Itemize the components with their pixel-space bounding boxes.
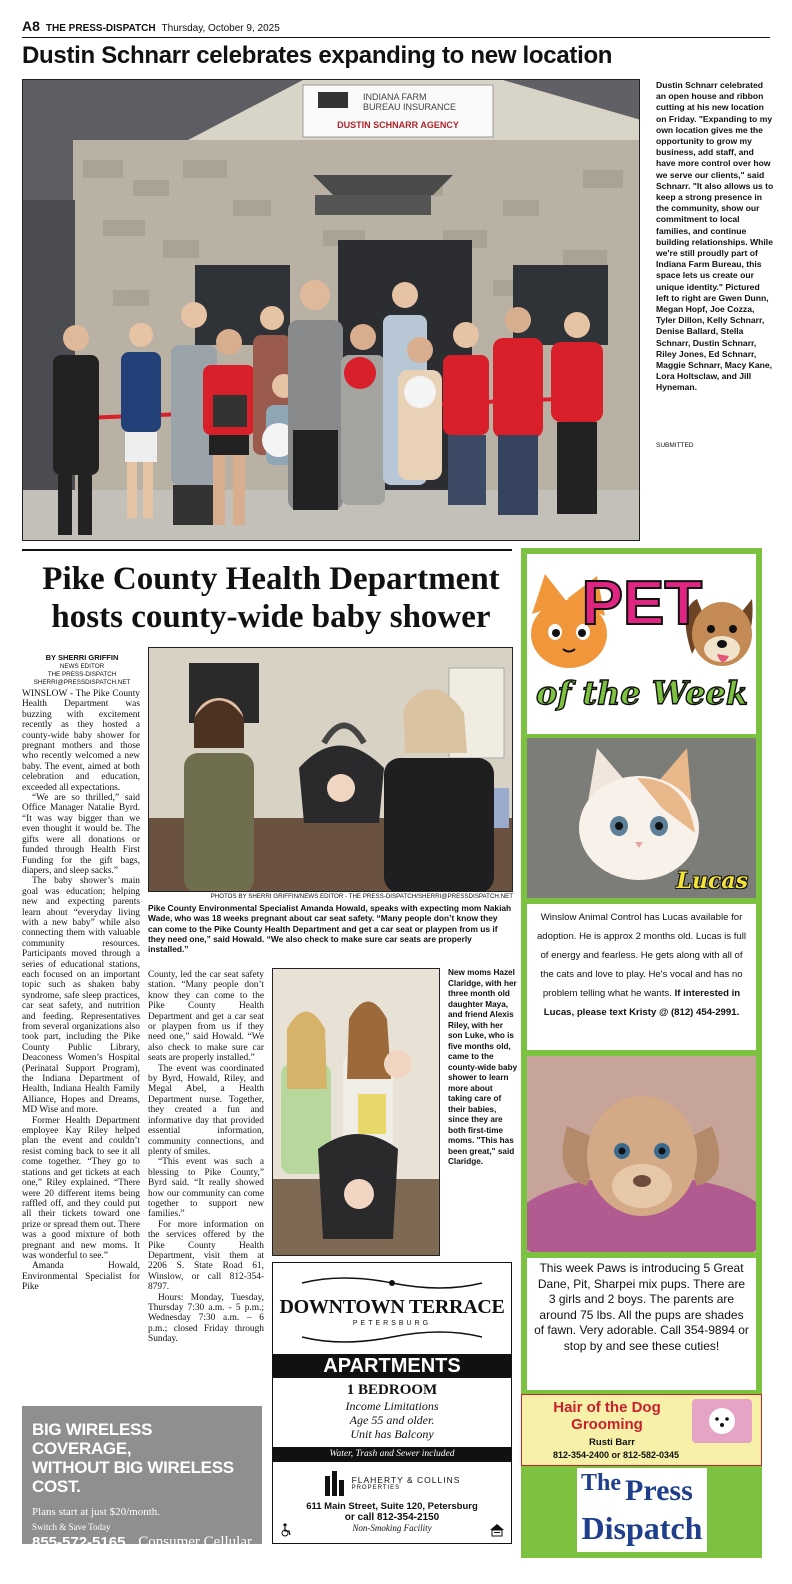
- new-moms-illustration: [273, 969, 440, 1256]
- terrace-ornament-bottom: [273, 1331, 511, 1350]
- equal-housing-icon: [489, 1523, 505, 1537]
- paragraph: The event was coordinated by Byrd, Howald, Riley, and Megal Abel, a Health Department nurse. Together, they created a fun and informative day that provided essential information, community connections, and plenty of smiles.: [148, 1063, 264, 1157]
- dog-description: This week Paws is introducing 5 Great Dane, Pit, Sharpei mix pups. There are 3 girls and 2 boys. The parents are around 75 lbs. All the pups are shades of fawn. Very adorable. Call 354-9894 or stop by and see these cuties!: [527, 1258, 756, 1390]
- car-seat-illustration: [149, 648, 513, 892]
- grooming-title-1: Hair of the Dog: [553, 1399, 661, 1416]
- new-moms-photo: [272, 968, 440, 1256]
- paragraph: Former Health Department employee Kay Riley helped plan the event and couldn’t resist coming back to see it all come together. “They go to stations and get tickets at each one,” Riley explained. “There were 20 different items being raffled off, and they could put all their tickets toward one prize or spread them out. There was a good mixture of both pregnant and new moms. It was wonderful to see.”: [22, 1115, 140, 1261]
- byline-title: NEWS EDITOR: [59, 663, 105, 670]
- masthead: [22, 18, 770, 38]
- sign-agency: DUSTIN SCHNARR AGENCY: [337, 120, 459, 130]
- terrace-utilities: Water, Trash and Sewer included: [273, 1447, 511, 1462]
- terrace-address: 611 Main Street, Suite 120, Petersburg: [306, 1501, 478, 1512]
- paragraph: County, led the car seat safety station. “Many people don’t know they can come to the Pike County Health Department and get a car seat or playpen from us if they need one,” said Howald. “We also check to make sure car seats are properly installed.”: [148, 970, 264, 1064]
- paragraph: Amanda Howald, Environmental Specialist for Pike: [22, 1261, 140, 1293]
- wireless-headline-2: WITHOUT BIG WIRELESS COST.: [32, 1458, 234, 1496]
- cat-description-box: [527, 904, 756, 1050]
- ribbon-cutting-illustration: [23, 80, 640, 541]
- terrace-ornament-top: [273, 1275, 511, 1296]
- logo-press: Press: [625, 1474, 693, 1507]
- page-number: A8: [22, 18, 40, 34]
- car-seat-photo: [148, 647, 513, 892]
- story1-caption: Dustin Schnarr celebrated an open house and ribbon cutting at his new location on Friday. "Expanding to my own location gives me the opportunity to grow my business, add staff, and have more control over how we serve our clients," said Schnarr. "It also allows us to keep a strong presence in the community, show our commitment to local families, and continue building relationships. While we're still proudly part of Indiana Farm Bureau, this space lets us create our unique identity." Pictured left to right are Gwen Dunn, Megan Hopf, Joe Cozza, Tyler Dillon, Kelly Schnarr, Denise Ballard, Stella Schnarr, Dustin Schnarr, Riley Jones, Ed Schnarr, Maggie Schnarr, Macy Kane, Lora Holtsclaw, and Jill Hyneman.: [656, 80, 774, 393]
- puppy-photo: [527, 1056, 756, 1252]
- paragraph: WINSLOW - The Pike County Health Department was buzzing with excitement recently as they hosted a county-wide baby shower for pregnant mothers and those who recently welcomed a new baby. The event, aimed at both celebration and education, exceeded all expectations.: [22, 689, 140, 793]
- terrace-call[interactable]: or call 812-354-2150: [344, 1512, 440, 1523]
- wireless-switch: Switch & Save Today: [32, 1522, 111, 1532]
- section-divider: [22, 549, 512, 551]
- article-column-1: [22, 689, 140, 1293]
- paragraph: Hours: Monday, Tuesday, Thursday 7:30 a.m. - 5 p.m.; Wednesday 7:30 a.m. – 6 p.m.; closed Friday through Sunday.: [148, 1292, 264, 1345]
- terrace-line3: Unit has Balcony: [350, 1427, 434, 1441]
- terrace-name: DOWNTOWN TERRACE: [279, 1296, 505, 1318]
- cat-contact[interactable]: If interested in Lucas, please text Kristy @ (812) 454-2991.: [543, 988, 741, 1018]
- pet-of-the-week: [521, 548, 762, 1558]
- wireless-phone[interactable]: 855-572-5165: [32, 1534, 126, 1551]
- terrace-nonsmoking: Non-Smoking Facility: [352, 1523, 432, 1533]
- paper-name: THE PRESS-DISPATCH: [45, 23, 156, 34]
- flourish-icon: [292, 1275, 492, 1291]
- pet-title-word: PET: [581, 569, 703, 638]
- sign-line2: BUREAU INSURANCE: [363, 102, 457, 112]
- story2-headline-line1: Pike County Health Department: [42, 561, 500, 597]
- accessibility-icon: [279, 1523, 293, 1537]
- flaherty-logo-icon: [324, 1470, 346, 1496]
- consumer-cellular-ad[interactable]: [22, 1406, 262, 1551]
- grooming-dog-icon: [692, 1399, 752, 1443]
- terrace-city: PETERSBURG: [352, 1320, 432, 1327]
- byline-paper: THE PRESS-DISPATCH: [47, 671, 117, 678]
- logo-the: The: [581, 1470, 622, 1496]
- byline: [22, 654, 142, 687]
- logo-dispatch: Dispatch: [581, 1510, 703, 1546]
- article-column-2: [148, 970, 264, 1345]
- pet-header-art: [527, 554, 756, 734]
- flaherty-name: FLAHERTY & COLLINS: [351, 1475, 461, 1485]
- flaherty-sub: PROPERTIES: [351, 1485, 401, 1491]
- story2-headline-line2: hosts county-wide baby shower: [51, 599, 491, 635]
- press-dispatch-logo: [577, 1468, 707, 1552]
- downtown-terrace-ad[interactable]: [272, 1262, 512, 1544]
- story1-headline: Dustin Schnarr celebrates expanding to new location: [22, 42, 613, 69]
- flourish-icon: [292, 1331, 492, 1345]
- new-moms-caption: New moms Hazel Claridge, with her three month old daughter Maya, and friend Alexis Riley, with her son Luke, who is five months old, came to the county-wide baby shower to learn more about taking care of their babies, since they are both first-time moms. "This has been great," said Claridge.: [448, 968, 518, 1166]
- paragraph: The baby shower’s main goal was education; helping new and expecting parents learn about “everyday living with a new baby” while also connecting them with valuable community resources. Participants moved through a series of educational stations, each focused on an important topic such as shaken baby syndrome, safe sleep practices, car seat safety, and nutrition and feeding. Representatives from several organizations also took part, including the Pike County Public Library, Deaconess Women’s Hospital (Perinatal Support Program), the Indiana Department of Health, Indiana Health Family Alliance, Hopes and Dreams, MD Wise and more.: [22, 876, 140, 1116]
- story2-headline: [22, 560, 520, 636]
- wireless-plans: Plans start at just $20/month.: [32, 1506, 161, 1518]
- grooming-ad[interactable]: [521, 1394, 762, 1466]
- ribbon-cutting-photo: [22, 79, 640, 541]
- terrace-banner: APARTMENTS: [273, 1354, 511, 1378]
- puppy-illustration: [527, 1056, 756, 1252]
- byline-name: BY SHERRI GRIFFIN: [45, 653, 119, 662]
- terrace-line1: Income Limitations: [345, 1399, 439, 1413]
- pet-header: [527, 554, 756, 734]
- paragraph: For more information on the services offered by the Pike County Health Department, visit them at 2206 S. State Road 61, Winslow, or call 812-354-8797.: [148, 1219, 264, 1293]
- wireless-headline-1: BIG WIRELESS COVERAGE,: [32, 1420, 153, 1458]
- terrace-line2: Age 55 and older.: [349, 1413, 435, 1427]
- grooming-title-2: Grooming: [571, 1416, 643, 1433]
- kitten-photo: [527, 738, 756, 898]
- cat-description: Winslow Animal Control has Lucas available for adoption. He is approx 2 months old. Lucas is full of energy and fearless. He gets along with all of the cats and love to play. He's vocal and has no problem telling what he wants.: [536, 912, 747, 999]
- car-seat-caption: Pike County Environmental Specialist Amanda Howald, speaks with expecting mom Nakiah Wade, who was 18 weeks pregnant about car seat safety. “Many people don’t know they can come to the Pike County Health Department and get a car seat or playpen from us if they need one,” said Howald. “We also check to make sure car seats are properly installed.”: [148, 903, 512, 955]
- sign-line1: INDIANA FARM: [363, 92, 427, 102]
- wireless-brand: Consumer Cellular: [138, 1534, 252, 1550]
- byline-email: SHERRI@PRESSDISPATCH.NET: [33, 679, 131, 686]
- story1-submitted: SUBMITTED: [656, 442, 694, 449]
- pet-cat-name: Lucas: [676, 868, 748, 894]
- terrace-beds: 1 BEDROOM: [346, 1382, 438, 1398]
- grooming-phones[interactable]: 812-354-2400 or 812-582-0345: [552, 1450, 680, 1460]
- pet-subtitle: of the Week: [535, 674, 749, 712]
- paragraph: “This event was such a blessing to Pike County,” Byrd said. “It really showed how our community can come together to support new families.”: [148, 1157, 264, 1220]
- paragraph: “We are so thrilled,” said Office Manager Natalie Byrd. “It was way bigger than we even thought it would be. The gifts were all donations or funded through Health First Funding for the gift bags, diapers, and sleep sacks.”: [22, 793, 140, 876]
- photo-credit: PHOTOS BY SHERRI GRIFFIN/NEWS EDITOR - THE PRESS-DISPATCH/SHERRI@PRESSDISPATCH.NET: [210, 893, 513, 900]
- issue-date: Thursday, October 9, 2025: [161, 23, 280, 34]
- grooming-name: Rusti Barr: [589, 1437, 635, 1448]
